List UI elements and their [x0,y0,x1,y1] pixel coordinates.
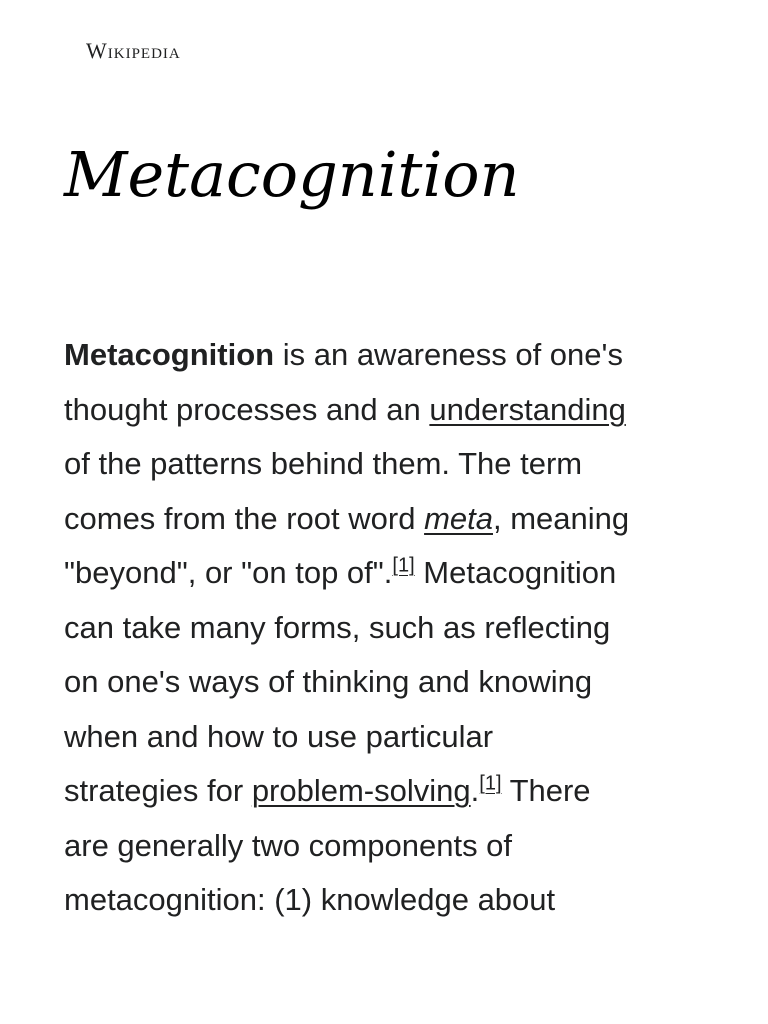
page-title: Metacognition [64,138,520,211]
article-lead-paragraph [64,328,714,928]
text-line-9 [64,764,714,819]
reference-link-1[interactable]: [1] [392,554,415,577]
text-line-4 [64,492,714,547]
text-segment: There [501,773,591,808]
link-meta[interactable]: meta [424,500,493,536]
text-segment: . [470,773,480,808]
wikipedia-wordmark[interactable]: Wikipedia [86,38,181,63]
text-line-5 [64,546,714,601]
reference-link-2[interactable]: [1] [479,772,502,795]
text-segment: Metacognition [414,555,617,590]
text-line-2 [64,383,714,438]
text-line-11: metacognition: (1) knowledge about [64,882,556,917]
text-line-10: are generally two components of [64,827,513,863]
text-line-1 [64,328,714,383]
text-line-7: on one's ways of thinking and knowing [64,664,593,699]
text-line-6: can take many forms, such as reflecting [64,609,611,645]
text-line-3: of the patterns behind them. The term [64,446,583,481]
link-problem-solving[interactable]: problem-solving [251,773,471,808]
reference-2 [479,773,501,795]
text-segment: comes from the root word [64,500,425,536]
link-understanding[interactable]: understanding [429,391,626,427]
text-segment: "beyond", or "on top of". [64,555,393,590]
text-segment: , meaning [493,500,630,536]
text-segment: is an awareness of one's [274,337,623,372]
reference-1 [392,555,414,577]
text-segment: thought processes and an [64,391,430,427]
text-segment: strategies for [64,773,252,808]
text-line-8: when and how to use particular [64,718,494,754]
bold-term: Metacognition [64,337,275,372]
